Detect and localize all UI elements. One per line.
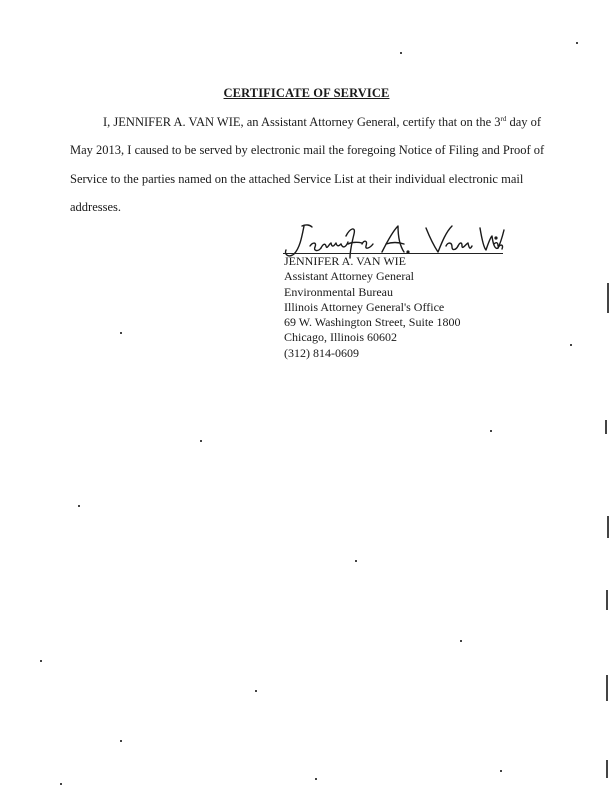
certification-line-2: May 2013, I caused to be served by electronic mail the foregoing Notice of Filing and Proof of (70, 143, 545, 157)
scan-edge-mark (606, 760, 608, 778)
scan-speck (200, 440, 202, 442)
signature-block (284, 254, 460, 361)
signer-city: Chicago, Illinois 60602 (284, 330, 397, 345)
scan-speck (60, 783, 62, 785)
scan-speck (120, 740, 122, 742)
scan-edge-mark (605, 420, 607, 434)
certification-line-1 (103, 115, 541, 130)
certification-line-3: Service to the parties named on the attached Service List at their individual electronic mail (70, 172, 524, 186)
scan-edge-mark (607, 283, 609, 313)
scan-speck (490, 430, 492, 432)
scan-speck (78, 505, 80, 507)
scan-speck (460, 640, 462, 642)
scan-speck (570, 344, 572, 346)
signer-phone: (312) 814-0609 (284, 345, 359, 360)
scan-edge-mark (606, 675, 608, 701)
scan-speck (576, 42, 578, 44)
signer-street: 69 W. Washington Street, Suite 1800 (284, 315, 461, 330)
scan-speck (40, 660, 42, 662)
line1-tail: day of (506, 115, 542, 129)
signer-name: JENNIFER A. VAN WIE (284, 254, 407, 268)
signer-bureau: Environmental Bureau (284, 284, 393, 299)
certification-line-4: addresses. (70, 200, 122, 214)
ordinal-suffix: rd (500, 114, 507, 123)
scan-edge-mark (606, 590, 608, 610)
scan-edge-mark (607, 516, 609, 538)
scan-speck (355, 560, 357, 562)
scan-speck (255, 690, 257, 692)
scan-speck (120, 332, 122, 334)
scan-speck (315, 778, 317, 780)
signer-title: Assistant Attorney General (284, 269, 414, 284)
document-title: CERTIFICATE OF SERVICE (223, 86, 390, 100)
scan-speck (400, 52, 402, 54)
signer-office: Illinois Attorney General's Office (284, 299, 445, 314)
line1-text: I, JENNIFER A. VAN WIE, an Assistant Attorney General, certify that on the 3 (103, 115, 501, 129)
scan-speck (500, 770, 502, 772)
